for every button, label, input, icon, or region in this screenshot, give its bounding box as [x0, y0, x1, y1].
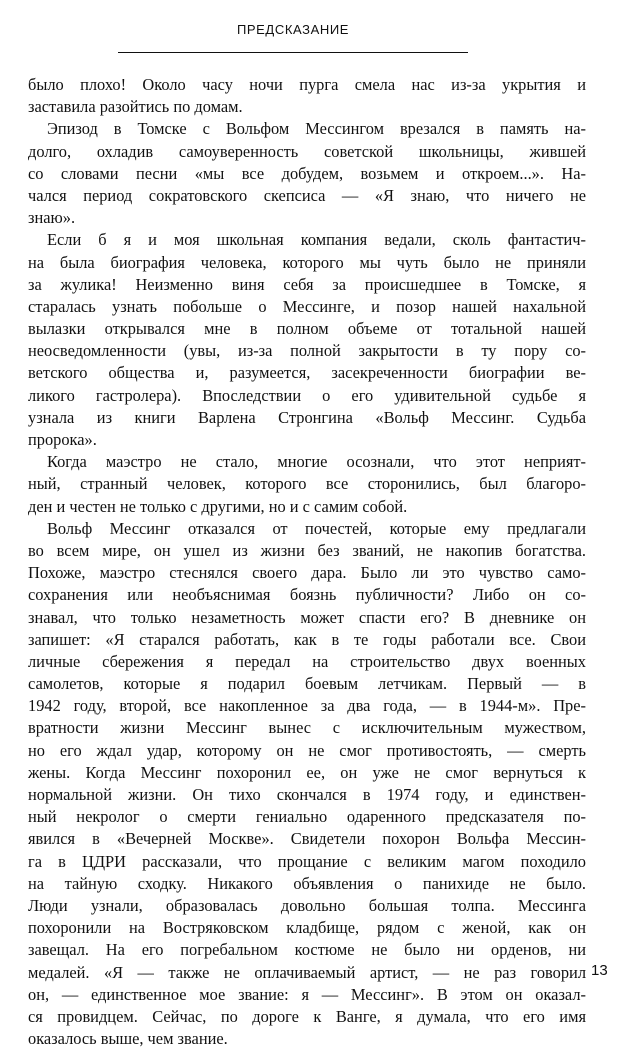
text-line: со словами песни «мы все добудем, возьмем и откроем...». На-	[28, 163, 586, 183]
text-line: но его ждал удар, которому он не смог противостоять, — смерть	[28, 740, 586, 760]
text-line: Похоже, маэстро стеснялся своего дара. Было ли это чувство само-	[28, 563, 586, 583]
text-line: знавал, что только незаметность может спасти его? В дневнике он	[28, 607, 586, 627]
text-line: пророка».	[28, 430, 97, 449]
header-rule	[118, 52, 468, 53]
text-line: было плохо! Около часу ночи пурга смела нас из-за укрытия и	[28, 75, 586, 94]
text-line: запишет: «Я старался работать, как в те годы работали все. Свои	[28, 629, 586, 649]
page-number: 13	[591, 962, 608, 979]
text-line: Вольф Мессинг отказался от почестей, которые ему предлагали	[47, 518, 586, 538]
text-line: ся провидцем. Сейчас, по дороге к Ванге, я думала, что его имя	[28, 1006, 586, 1026]
text-line: га в ЦДРИ рассказали, что прощание с великим магом походило	[28, 851, 586, 871]
text-line: завещал. На его погребальном костюме не было ни орденов, ни	[28, 940, 586, 960]
text-line: знаю».	[28, 208, 76, 228]
text-line: Эпизод в Томске с Вольфом Мессингом врезался в память на-	[47, 119, 586, 139]
text-line: самолетов, которые я подарил боевым летчикам. Первый — в	[28, 674, 586, 694]
text-line: ный некролог о смерти гениально одаренного предсказателя по-	[28, 807, 586, 827]
text-line: нормальной жизни. Он тихо скончался в 1974 году, и единствен-	[28, 785, 586, 804]
text-line: личные сбережения я передал на строительство двух военных	[28, 651, 586, 671]
text-line: 1942 году, второй, все накопленное за два года, — в 1944-м». Пре-	[28, 696, 586, 716]
text-line: во всем мире, он ушел из жизни без званий, не накопив богатства.	[28, 540, 586, 560]
text-line: неосведомленности (увы, из-за полной закрытости в ту пору со-	[28, 341, 586, 361]
running-header: ПРЕДСКАЗАНИЕ	[236, 22, 350, 37]
text-line: Если б я и моя школьная компания ведали, сколь фантастич-	[47, 230, 586, 250]
text-line: ный, странный человек, которого все сторонились, был благоро-	[28, 474, 586, 494]
text-line: за жулика! Неизменно виня себя за происшедшее в Томске, я	[28, 274, 586, 294]
text-line: вылазки открывался мне в полном объеме от тотальной нашей	[28, 319, 586, 339]
text-line: явился в «Вечерней Москве». Свидетели похорон Вольфа Мессин-	[28, 829, 586, 849]
text-line: узнала из книги Варлена Стронгина «Вольф Мессинг. Судьба	[28, 407, 586, 427]
text-line: чался период сократовского скепсиса — «Я знаю, что ничего не	[28, 185, 586, 205]
text-line: медалей. «Я — также не оплачиваемый артист, — не раз говорил	[28, 962, 586, 982]
text-line: вратности жизни Мессинг вынес с исключительным мужеством,	[28, 718, 586, 738]
text-line: похоронили на Востряковском кладбище, рядом с женой, как он	[28, 918, 586, 938]
text-line: на была биография человека, которого мы чуть было не приняли	[28, 252, 586, 272]
text-line: долго, охладив самоуверенность советской школьницы, жившей	[28, 141, 586, 161]
text-line: оказалось выше, чем звание.	[28, 1029, 228, 1049]
text-line: заставила разойтись по домам.	[28, 97, 243, 117]
text-line: Когда маэстро не стало, многие осознали, что этот неприят-	[47, 452, 586, 472]
text-line: ликого гастролера). Впоследствии о его удивительной судьбе я	[28, 385, 586, 405]
body-text	[28, 74, 586, 1050]
text-line: на тайную сходку. Никакого объявления о панихиде не было.	[28, 873, 586, 893]
text-line: Люди узнали, образовалась довольно большая толпа. Мессинга	[28, 895, 586, 915]
text-line: он, — единственное мое звание: я — Мессинг». В этом он оказал-	[28, 984, 586, 1004]
text-line: ветского общества и, разумеется, засекреченности биографии ве-	[28, 363, 586, 383]
text-line: сохранения или необъяснимая боязнь публичности? Либо он со-	[28, 585, 586, 605]
text-line: жены. Когда Мессинг похоронил ее, он уже не смог вернуться к	[28, 762, 586, 782]
text-line: ден и честен не только с другими, но и с самим собой.	[28, 496, 408, 516]
text-line: старалась узнать побольше о Мессинге, и позор нашей нахальной	[28, 296, 586, 316]
